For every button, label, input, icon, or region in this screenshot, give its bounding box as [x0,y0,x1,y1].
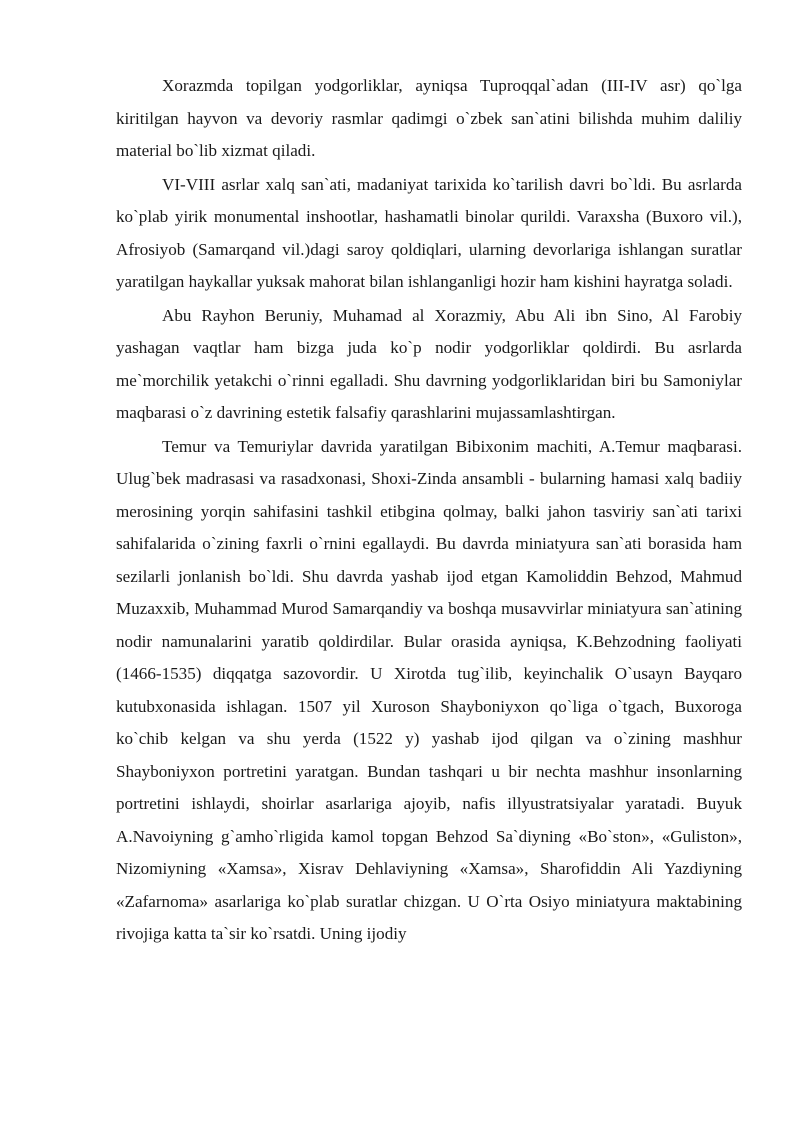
paragraph-4: Temur va Temuriylar davrida yaratilgan Bibixonim machiti, A.Temur maqbarasi. Ulug`bek madrasasi va rasadxonasi, Shoxi-Zinda ansambli - bularning hamasi xalq badiiy merosining yorqin sahifasini tashkil etibgina qolmay, balki jahon tasviriy san`ati tarixi sahifalarida o`zining faxrli o`rnini egallaydi. Bu davrda miniatyura san`ati borasida ham sezilarli jonlanish bo`ldi. Shu davrda yashab ijod etgan Kamoliddin Behzod, Mahmud Muzaxxib, Muhammad Murod Samarqandiy va boshqa musavvirlar miniatyura san`atining nodir namunalarini yaratib qoldirdilar. Bular orasida ayniqsa, K.Behzodning faoliyati (1466-1535) diqqatga sazovordir. U Xirotda tug`ilib, keyinchalik O`usayn Bayqaro kutubxonasida ishlagan. 1507 yil Xuroson Shayboniyxon qo`liga o`tgach, Buxoroga ko`chib kelgan va shu yerda (1522 y) yashab ijod qilgan va o`zining mashhur Shayboniyxon portretini yaratgan. Bundan tashqari u bir nechta mashhur insonlarning portretini ishlaydi, shoirlar asarlariga ajoyib, nafis illyustratsiyalar yaratadi. Buyuk A.Navoiyning g`amho`rligida kamol topgan Behzod Sa`diyning «Bo`ston», «Guliston», Nizomiyning «Xamsa», Xisrav Dehlaviyning «Xamsa», Sharofiddin Ali Yazdiyning «Zafarnoma» asarlariga ko`plab suratlar chizgan. U O`rta Osiyo miniatyura maktabining rivojiga katta ta`sir ko`rsatdi. Uning ijodiy [116,436,742,943]
document-page [116,70,742,951]
paragraph-3: Abu Rayhon Beruniy, Muhamad al Xorazmiy, Abu Ali ibn Sino, Al Farobiy yashagan vaqtlar ham bizga juda ko`p nodir yodgorliklar qoldirdi. Bu asrlarda me`morchilik yetakchi o`rinni egalladi. Shu davrning yodgorliklaridan biri bu Samoniylar maqbarasi o`z davrining estetik falsafiy qarashlarini mujassamlashtirgan. [116,305,742,422]
paragraph-1: Xorazmda topilgan yodgorliklar, ayniqsa Tuproqqal`adan (III-IV asr) qo`lga kiritilgan hayvon va devoriy rasmlar qadimgi o`zbek san`atini bilishda muhim daliliy material bo`lib xizmat qiladi. [116,76,742,160]
paragraph-2: VI-VIII asrlar xalq san`ati, madaniyat tarixida ko`tarilish davri bo`ldi. Bu asrlarda ko`plab yirik monumental inshootlar, hashamatli binolar qurildi. Varaxsha (Buxoro vil.), Afrosiyob (Samarqand vil.)dagi saroy qoldiqlari, ularning devorlariga ishlangan suratlar yaratilgan haykallar yuksak mahorat bilan ishlanganligi hozir ham kishini hayratga soladi. [116,174,742,291]
